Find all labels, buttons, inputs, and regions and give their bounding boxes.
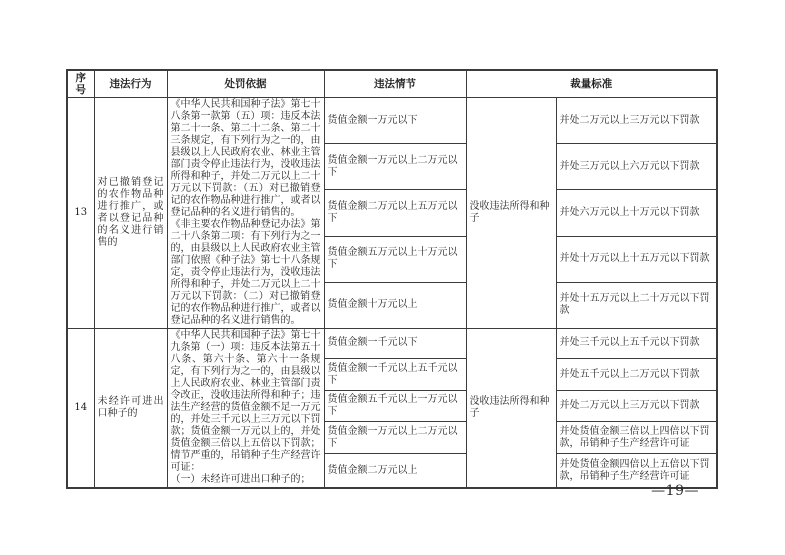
header-违法行为: 违法行为 xyxy=(94,70,167,98)
row13-confiscation: 没收违法所得和种子 xyxy=(466,98,556,329)
row14-circumstance-4: 货值金额一万元以上二万元以下 xyxy=(324,422,466,454)
row13-penalty-1: 并处二万元以上三万元以下罚款 xyxy=(556,98,717,144)
row13-behavior: 对已撤销登记的农作物品种进行推广，或者以登记品种的名义进行销售的 xyxy=(94,98,167,329)
row13-basis xyxy=(167,98,324,329)
table-row xyxy=(67,329,717,359)
row13-circumstance-5: 货值金额十万元以上 xyxy=(324,282,466,328)
row14-circumstance-3: 货值金额五千元以上一万元以下 xyxy=(324,391,466,422)
row14-basis-paragraph-2: （一）未经许可进出口种子的； xyxy=(170,474,311,485)
row14-basis xyxy=(167,329,324,489)
row13-penalty-5: 并处十五万元以上二十万元以下罚款 xyxy=(556,282,717,328)
row13-basis-paragraph-1: 《中华人民共和国种子法》第七十八条第一款第（五）项：违反本法第二十一条、第二十二条、第二十三条规定，有下列行为之一的，由县级以上人民政府农业、林业主管部门责令停止违法行为，没收违法所得和种子，并处二万元以上二十万元以下罚款：（五）对已撤销登记的农作物品种进行推广，或者以登记品种的名义进行销售的。 xyxy=(170,99,321,218)
row14-circumstance-2: 货值金额一千元以上五千元以下 xyxy=(324,358,466,390)
header-处罚依据: 处罚依据 xyxy=(167,70,324,98)
row14-confiscation: 没收违法所得和种子 xyxy=(466,329,556,489)
row13-number: 13 xyxy=(67,98,94,329)
page-number: —19— xyxy=(651,483,699,499)
row13-penalty-2: 并处三万元以上六万元以下罚款 xyxy=(556,144,717,190)
penalty-table xyxy=(66,69,718,489)
header-违法情节: 违法情节 xyxy=(324,70,466,98)
table-row xyxy=(67,98,717,144)
row13-circumstance-4: 货值金额五万元以上十万元以下 xyxy=(324,236,466,282)
row14-circumstance-5: 货值金额二万元以上 xyxy=(324,454,466,488)
row14-penalty-5: 并处货值金额四倍以上五倍以下罚款，吊销种子生产经营许可证 xyxy=(556,454,717,488)
row14-penalty-2: 并处五千元以上二万元以下罚款 xyxy=(556,358,717,390)
row13-basis-paragraph-2: 《非主要农作物品种登记办法》第二十八条第二项：有下列行为之一的，由县级以上人民政府农业主管部门依照《种子法》第七十八条规定，责令停止违法行为，没收违法所得和种子，并处二万元以上二十万元以下罚款：（二）对已撤销登记的农作物品种进行推广，或者以登记品种的名义进行销售的。 xyxy=(170,219,321,326)
header-序号: 序号 xyxy=(67,70,94,98)
row13-penalty-4: 并处十万元以上十五万元以下罚款 xyxy=(556,236,717,282)
row14-circumstance-1: 货值金额一千元以下 xyxy=(324,329,466,359)
row14-penalty-1: 并处三千元以上五千元以下罚款 xyxy=(556,329,717,359)
table-header-row xyxy=(67,70,717,98)
row13-circumstance-2: 货值金额一万元以上二万元以下 xyxy=(324,144,466,190)
row13-penalty-3: 并处六万元以上十万元以下罚款 xyxy=(556,190,717,236)
row13-circumstance-3: 货值金额二万元以上五万元以下 xyxy=(324,190,466,236)
row14-basis-paragraph-1: 《中华人民共和国种子法》第七十九条第（一）项：违反本法第五十八条、第六十条、第六十一条规定，有下列行为之一的，由县级以上人民政府农业、林业主管部门责令改正，没收违法所得和种子；违法生产经营的货值金额不足一万元的，并处三千元以上三万元以下罚款；货值金额一万元以上的，并处货值金额三倍以上五倍以下罚款；情节严重的，吊销种子生产经营许可证： xyxy=(170,330,321,473)
row14-behavior: 未经许可进出口种子的 xyxy=(94,329,167,489)
header-裁量标准: 裁量标准 xyxy=(466,70,717,98)
row13-circumstance-1: 货值金额一万元以下 xyxy=(324,98,466,144)
row14-penalty-4: 并处货值金额三倍以上四倍以下罚款，吊销种子生产经营许可证 xyxy=(556,422,717,454)
row14-number: 14 xyxy=(67,329,94,489)
row14-penalty-3: 并处二万元以上三万元以下罚款 xyxy=(556,391,717,422)
